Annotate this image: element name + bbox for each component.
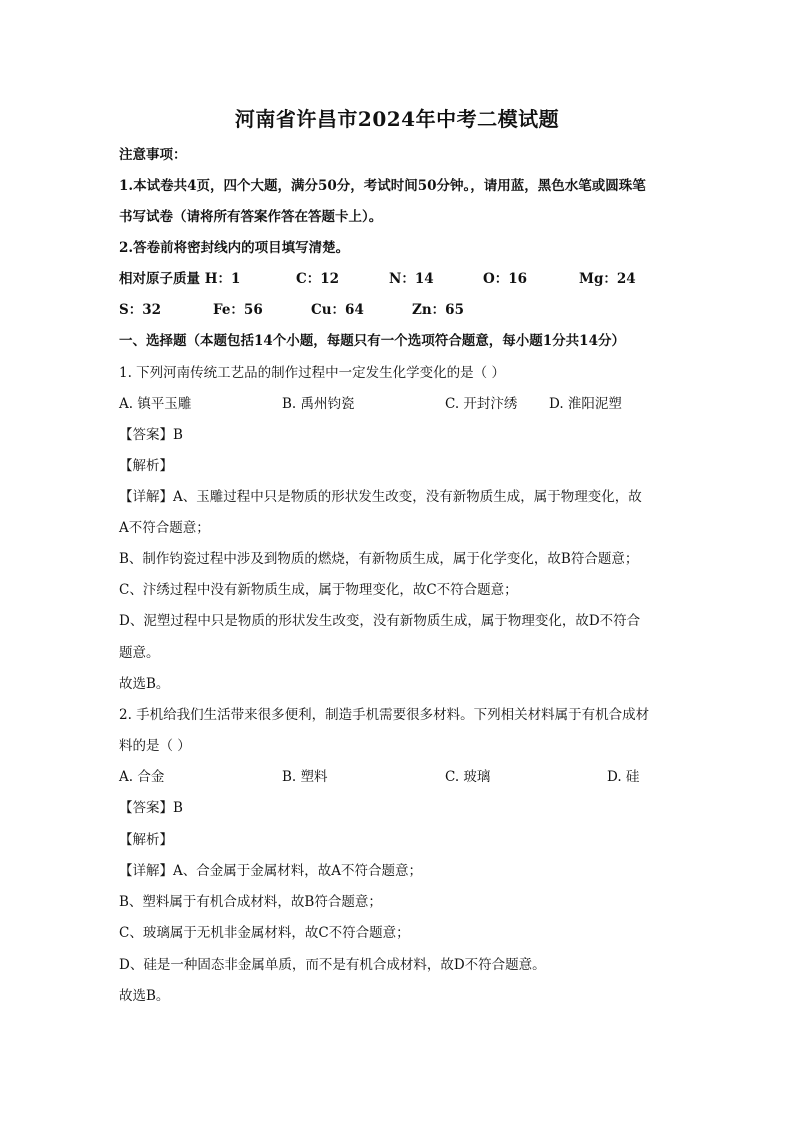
atomic-mass-label: 相对原子质量 H：1 <box>119 271 241 287</box>
atomic-mass-row-1 <box>119 271 679 287</box>
section-1-heading: 一、选择题（本题包括14个小题，每题只有一个选项符合题意，每小题1分共14分） <box>119 333 625 349</box>
atomic-mass-s: S：32 <box>119 302 162 318</box>
note-item-1-line-2: 书写试卷（请将所有答案作答在答题卡上）。 <box>119 209 383 225</box>
question-1-option-c: C. 开封汴绣 <box>445 396 518 412</box>
question-1-conclusion: 故选B。 <box>119 676 170 692</box>
question-2-stem-line-2: 料的是（ ） <box>119 738 191 754</box>
atomic-mass-n: N：14 <box>389 271 434 287</box>
question-1-option-a: A. 镇平玉雕 <box>119 396 192 412</box>
question-2-options <box>119 769 679 785</box>
note-item-2: 2.答卷前将密封线内的项目填写清楚。 <box>119 240 350 256</box>
question-1-detail-line-3: B、制作钧瓷过程中涉及到物质的燃烧，有新物质生成，属于化学变化，故B符合题意； <box>119 551 639 567</box>
question-2-detail-line-1: 【详解】A、合金属于金属材料，故A不符合题意； <box>119 863 422 879</box>
question-2-option-d: D. 硅 <box>607 769 640 785</box>
atomic-mass-row-2 <box>119 302 679 318</box>
atomic-mass-mg: Mg：24 <box>579 271 636 287</box>
atomic-mass-o: O：16 <box>483 271 528 287</box>
question-2-detail-line-3: C、玻璃属于无机非金属材料，故C不符合题意； <box>119 925 410 941</box>
question-1-option-d: D. 淮阳泥塑 <box>549 396 622 412</box>
question-2-answer: 【答案】B <box>119 800 183 816</box>
question-1-detail-line-4: C、汴绣过程中没有新物质生成，属于物理变化，故C不符合题意； <box>119 582 518 598</box>
question-1-options <box>119 396 679 412</box>
question-1-stem: 1. 下列河南传统工艺品的制作过程中一定发生化学变化的是（ ） <box>119 365 505 381</box>
question-1-detail-line-5: D、泥塑过程中只是物质的形状发生改变，没有新物质生成，属于物理变化，故D不符合 <box>119 613 641 629</box>
question-2-detail-line-2: B、塑料属于有机合成材料，故B符合题意； <box>119 894 382 910</box>
atomic-mass-cu: Cu：64 <box>311 302 364 318</box>
question-1-analysis-label: 【解析】 <box>119 458 173 474</box>
question-2-detail-line-4: D、硅是一种固态非金属单质，而不是有机合成材料，故D不符合题意。 <box>119 957 546 973</box>
question-2-stem-line-1: 2. 手机给我们生活带来很多便利，制造手机需要很多材料。下列相关材料属于有机合成材 <box>119 707 650 723</box>
question-2-option-a: A. 合金 <box>119 769 165 785</box>
question-1-detail-line-6: 题意。 <box>119 645 160 661</box>
page-title: 河南省许昌市2024年中考二模试题 <box>234 107 560 131</box>
atomic-mass-fe: Fe：56 <box>213 302 263 318</box>
question-1-answer: 【答案】B <box>119 427 183 443</box>
note-item-1-line-1: 1.本试卷共4页，四个大题，满分50分，考试时间50分钟。，请用蓝，黑色水笔或圆珠笔 <box>119 178 646 194</box>
atomic-mass-c: C：12 <box>296 271 340 287</box>
question-2-analysis-label: 【解析】 <box>119 832 173 848</box>
question-1-detail-line-1: 【详解】A、玉雕过程中只是物质的形状发生改变，没有新物质生成，属于物理变化，故 <box>119 489 642 505</box>
notes-heading: 注意事项： <box>119 147 187 163</box>
question-2-conclusion: 故选B。 <box>119 988 170 1004</box>
question-1-option-b: B. 禹州钧瓷 <box>282 396 355 412</box>
question-2-option-b: B. 塑料 <box>282 769 328 785</box>
atomic-mass-zn: Zn：65 <box>412 302 464 318</box>
question-1-detail-line-2: A不符合题意； <box>119 520 210 536</box>
question-2-option-c: C. 玻璃 <box>445 769 491 785</box>
